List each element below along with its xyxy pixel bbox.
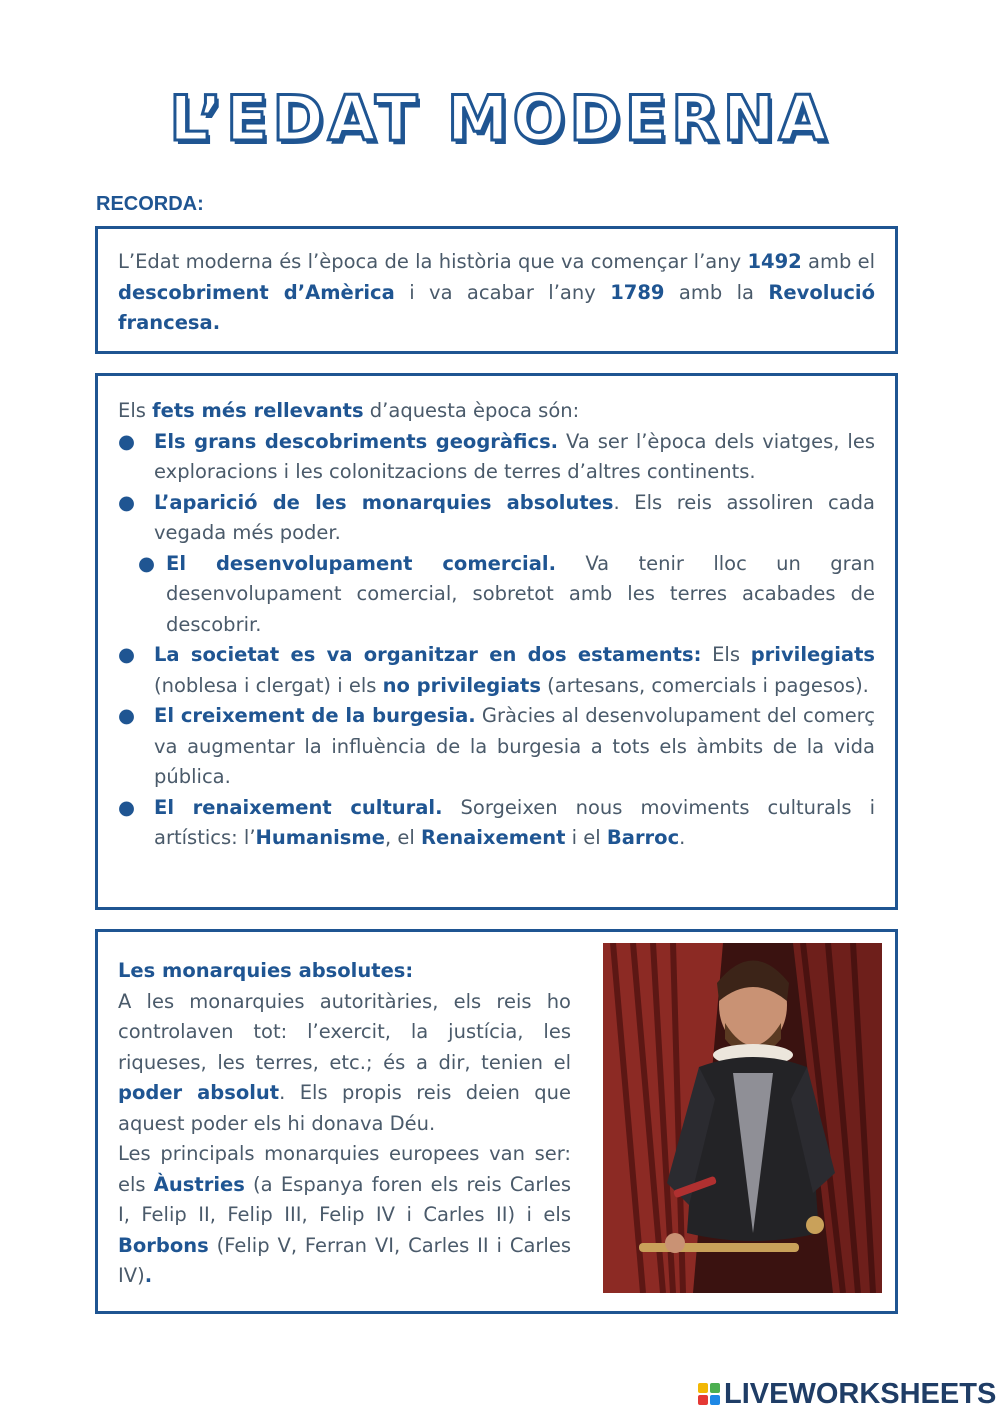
logo-square — [710, 1395, 720, 1405]
list-item: ● La societat es va organitzar en dos estaments: Els privilegiats (noblesa i clergat) i els no privilegiats (artesans, comercials i pagesos). — [118, 640, 875, 701]
liveworksheets-logo — [698, 1378, 996, 1410]
list-item: ● Els grans descobriments geogràfics. Va ser l’època dels viatges, les exploracions i les colonitzacions de terres d’altres continents. — [118, 427, 875, 488]
absolute-monarchies-box — [95, 929, 898, 1314]
list-item: ● El renaixement cultural. Sorgeixen nous moviments culturals i artístics: l’Humanisme, el Renaixement i el Barroc. — [118, 793, 875, 854]
definition-box: L’Edat moderna és l’època de la història que va començar l’any 1492 amb el descobriment d’Amèrica i va acabar l’any 1789 amb la Revolució francesa. — [95, 226, 898, 354]
bullet-icon: ● — [118, 704, 136, 727]
bullet-icon: ● — [118, 795, 136, 819]
bullet-icon: ● — [118, 490, 136, 514]
paragraph: A les monarquies autoritàries, els reis ho controlaven tot: l’exercit, la justícia, les riqueses, les terres, etc.; és a dir, tenien el poder absolut. Els propis reis deien que aquest poder els hi donava Déu. — [118, 989, 571, 1135]
logo-square — [698, 1395, 708, 1405]
absolute-monarchies-text — [118, 956, 571, 1292]
bullet-icon: ● — [118, 643, 136, 666]
liveworksheets-logo-icon — [698, 1383, 720, 1405]
list-item: ● El desenvolupament comercial. Va tenir lloc un gran desenvolupament comercial, sobretot amb les terres acabades de descobrir. — [118, 549, 875, 641]
bullet-icon: ● — [138, 551, 156, 575]
list-item: ● L’aparició de les monarquies absolutes. Els reis assoliren cada vegada més poder. — [118, 488, 875, 549]
bullet-icon: ● — [118, 429, 136, 453]
recorda-label: RECORDA: — [96, 193, 204, 215]
king-portrait-image — [603, 943, 882, 1293]
logo-square — [698, 1383, 708, 1393]
logo-square — [710, 1383, 720, 1393]
key-events-box — [95, 373, 898, 910]
page-title: L’EDAT MODERNA — [169, 82, 831, 155]
list-item: ● El creixement de la burgesia. Gràcies al desenvolupament del comerç va augmentar la influència de la burgesia a tots els àmbits de la vida pública. — [118, 701, 875, 793]
paragraph: Les principals monarquies europees van ser: els Àustries (a Espanya foren els reis Carles I, Felip II, Felip III, Felip IV i Carles II) i els Borbons (Felip V, Ferran VI, Carles II i Carles IV). — [118, 1142, 571, 1287]
key-events-list — [118, 427, 875, 854]
logo-text: LIVEWORKSHEETS — [724, 1377, 997, 1410]
key-events-intro: Els fets més rellevants d’aquesta època són: — [118, 399, 580, 422]
section-heading: Les monarquies absolutes: — [118, 959, 414, 982]
